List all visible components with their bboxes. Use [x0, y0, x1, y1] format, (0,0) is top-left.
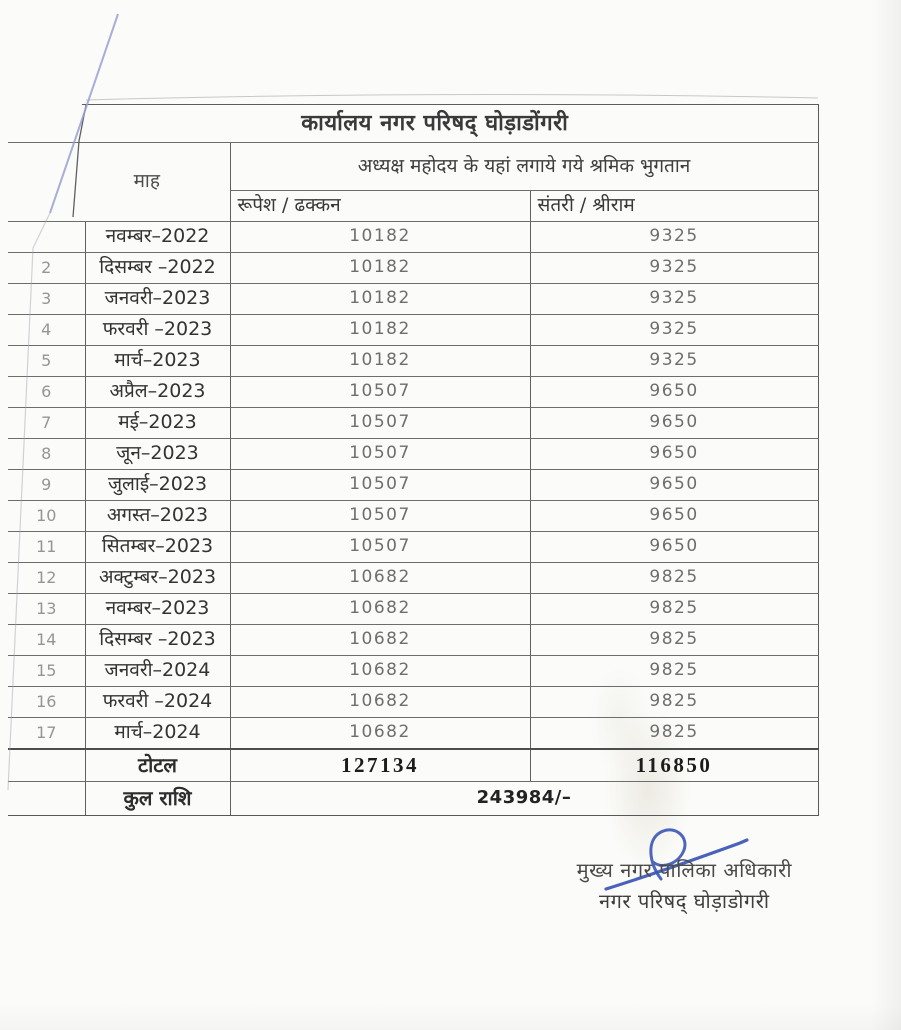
row-worker2-amount: 9825 [530, 625, 818, 656]
row-serial-number: 9 [8, 470, 85, 501]
row-worker1-amount: 10682 [230, 687, 530, 718]
row-serial-number: 5 [8, 346, 85, 377]
grand-total-label: कुल राशि [85, 782, 230, 816]
row-month: मई–2023 [85, 408, 230, 439]
table-row [8, 346, 818, 377]
row-month: नवम्बर–2022 [85, 222, 230, 253]
folded-corner-patch [6, 101, 82, 112]
row-month: दिसम्बर –2023 [85, 625, 230, 656]
row-worker1-amount: 10682 [230, 718, 530, 750]
row-worker2-amount: 9825 [530, 594, 818, 625]
table-row [8, 501, 818, 532]
table-body [8, 222, 818, 750]
row-month: अक्टुम्बर–2023 [85, 563, 230, 594]
span-column-header: अध्यक्ष महोदय के यहां लगाये गये श्रमिक भुगतान [230, 143, 818, 191]
row-worker1-amount: 10682 [230, 594, 530, 625]
row-worker1-amount: 10182 [230, 346, 530, 377]
row-month: अप्रैल–2023 [85, 377, 230, 408]
grand-total-amount: 243984/– [230, 782, 818, 816]
table-row [8, 284, 818, 315]
table-row [8, 687, 818, 718]
row-worker2-amount: 9650 [530, 532, 818, 563]
table-title-row [8, 105, 818, 143]
row-month: मार्च–2024 [85, 718, 230, 750]
row-worker2-amount: 9650 [530, 408, 818, 439]
table-row [8, 253, 818, 284]
row-month: अगस्त–2023 [85, 501, 230, 532]
table-row [8, 563, 818, 594]
row-worker2-amount: 9325 [530, 222, 818, 253]
row-month: जनवरी–2024 [85, 656, 230, 687]
row-month: जनवरी–2023 [85, 284, 230, 315]
row-worker2-amount: 9325 [530, 284, 818, 315]
row-worker1-amount: 10507 [230, 439, 530, 470]
total-row [8, 749, 818, 782]
table-row [8, 222, 818, 253]
row-worker1-amount: 10182 [230, 284, 530, 315]
row-worker1-amount: 10682 [230, 625, 530, 656]
row-month: जून–2023 [85, 439, 230, 470]
row-month: फरवरी –2024 [85, 687, 230, 718]
grand-total-row [8, 782, 818, 816]
row-worker1-amount: 10507 [230, 532, 530, 563]
row-serial-number: 10 [8, 501, 85, 532]
total-worker2-amount: 116850 [530, 749, 818, 782]
row-serial-number: 3 [8, 284, 85, 315]
table-header-row [8, 143, 818, 191]
row-month: फरवरी –2023 [85, 315, 230, 346]
row-month: मार्च–2023 [85, 346, 230, 377]
row-serial-number: 16 [8, 687, 85, 718]
row-serial-number: 17 [8, 718, 85, 750]
table-row [8, 594, 818, 625]
row-serial-number: 2 [8, 253, 85, 284]
signatory-designation: मुख्य नगर पालिका अधिकारी [576, 858, 792, 882]
payment-table [8, 104, 819, 816]
table-row [8, 625, 818, 656]
row-month: दिसम्बर –2022 [85, 253, 230, 284]
row-worker1-amount: 10182 [230, 222, 530, 253]
row-worker2-amount: 9650 [530, 377, 818, 408]
worker1-column-header: रूपेश / ढक्कन [230, 191, 530, 222]
table-row [8, 315, 818, 346]
row-serial-number: 7 [8, 408, 85, 439]
row-worker2-amount: 9650 [530, 470, 818, 501]
row-worker2-amount: 9825 [530, 656, 818, 687]
row-worker2-amount: 9325 [530, 253, 818, 284]
row-worker1-amount: 10507 [230, 470, 530, 501]
row-worker1-amount: 10182 [230, 253, 530, 284]
row-worker2-amount: 9825 [530, 563, 818, 594]
row-serial-number: 14 [8, 625, 85, 656]
row-serial-number: 15 [8, 656, 85, 687]
row-worker1-amount: 10682 [230, 563, 530, 594]
row-month: सितम्बर–2023 [85, 532, 230, 563]
row-serial-number: 12 [8, 563, 85, 594]
document-title: कार्यालय नगर परिषद् घोड़ाडोंगरी [8, 105, 818, 143]
worker2-column-header: संतरी / श्रीराम [530, 191, 818, 222]
grand-serial-cell [8, 782, 85, 816]
row-worker1-amount: 10507 [230, 501, 530, 532]
table-row [8, 470, 818, 501]
row-worker2-amount: 9825 [530, 718, 818, 750]
row-serial-number: 4 [8, 315, 85, 346]
row-worker2-amount: 9325 [530, 346, 818, 377]
row-worker2-amount: 9650 [530, 439, 818, 470]
row-worker2-amount: 9650 [530, 501, 818, 532]
total-label: टोटल [85, 749, 230, 782]
table-row [8, 532, 818, 563]
row-serial-number: 6 [8, 377, 85, 408]
row-serial-number: 11 [8, 532, 85, 563]
table-row [8, 718, 818, 750]
row-month: जुलाई–2023 [85, 470, 230, 501]
row-serial-number [8, 222, 85, 253]
table-row [8, 439, 818, 470]
signature-block [577, 856, 792, 914]
row-month: नवम्बर–2023 [85, 594, 230, 625]
table-row [8, 377, 818, 408]
row-worker1-amount: 10682 [230, 656, 530, 687]
table-row [8, 408, 818, 439]
total-serial-cell [8, 749, 85, 782]
row-worker2-amount: 9325 [530, 315, 818, 346]
row-serial-number: 8 [8, 439, 85, 470]
row-worker2-amount: 9825 [530, 687, 818, 718]
total-worker1-amount: 127134 [230, 749, 530, 782]
signatory-organization: नगर परिषद् घोड़ाडोगरी [599, 889, 770, 913]
row-worker1-amount: 10182 [230, 315, 530, 346]
row-worker1-amount: 10507 [230, 408, 530, 439]
row-worker1-amount: 10507 [230, 377, 530, 408]
table-row [8, 656, 818, 687]
row-serial-number: 13 [8, 594, 85, 625]
month-column-header: माह [8, 143, 230, 222]
